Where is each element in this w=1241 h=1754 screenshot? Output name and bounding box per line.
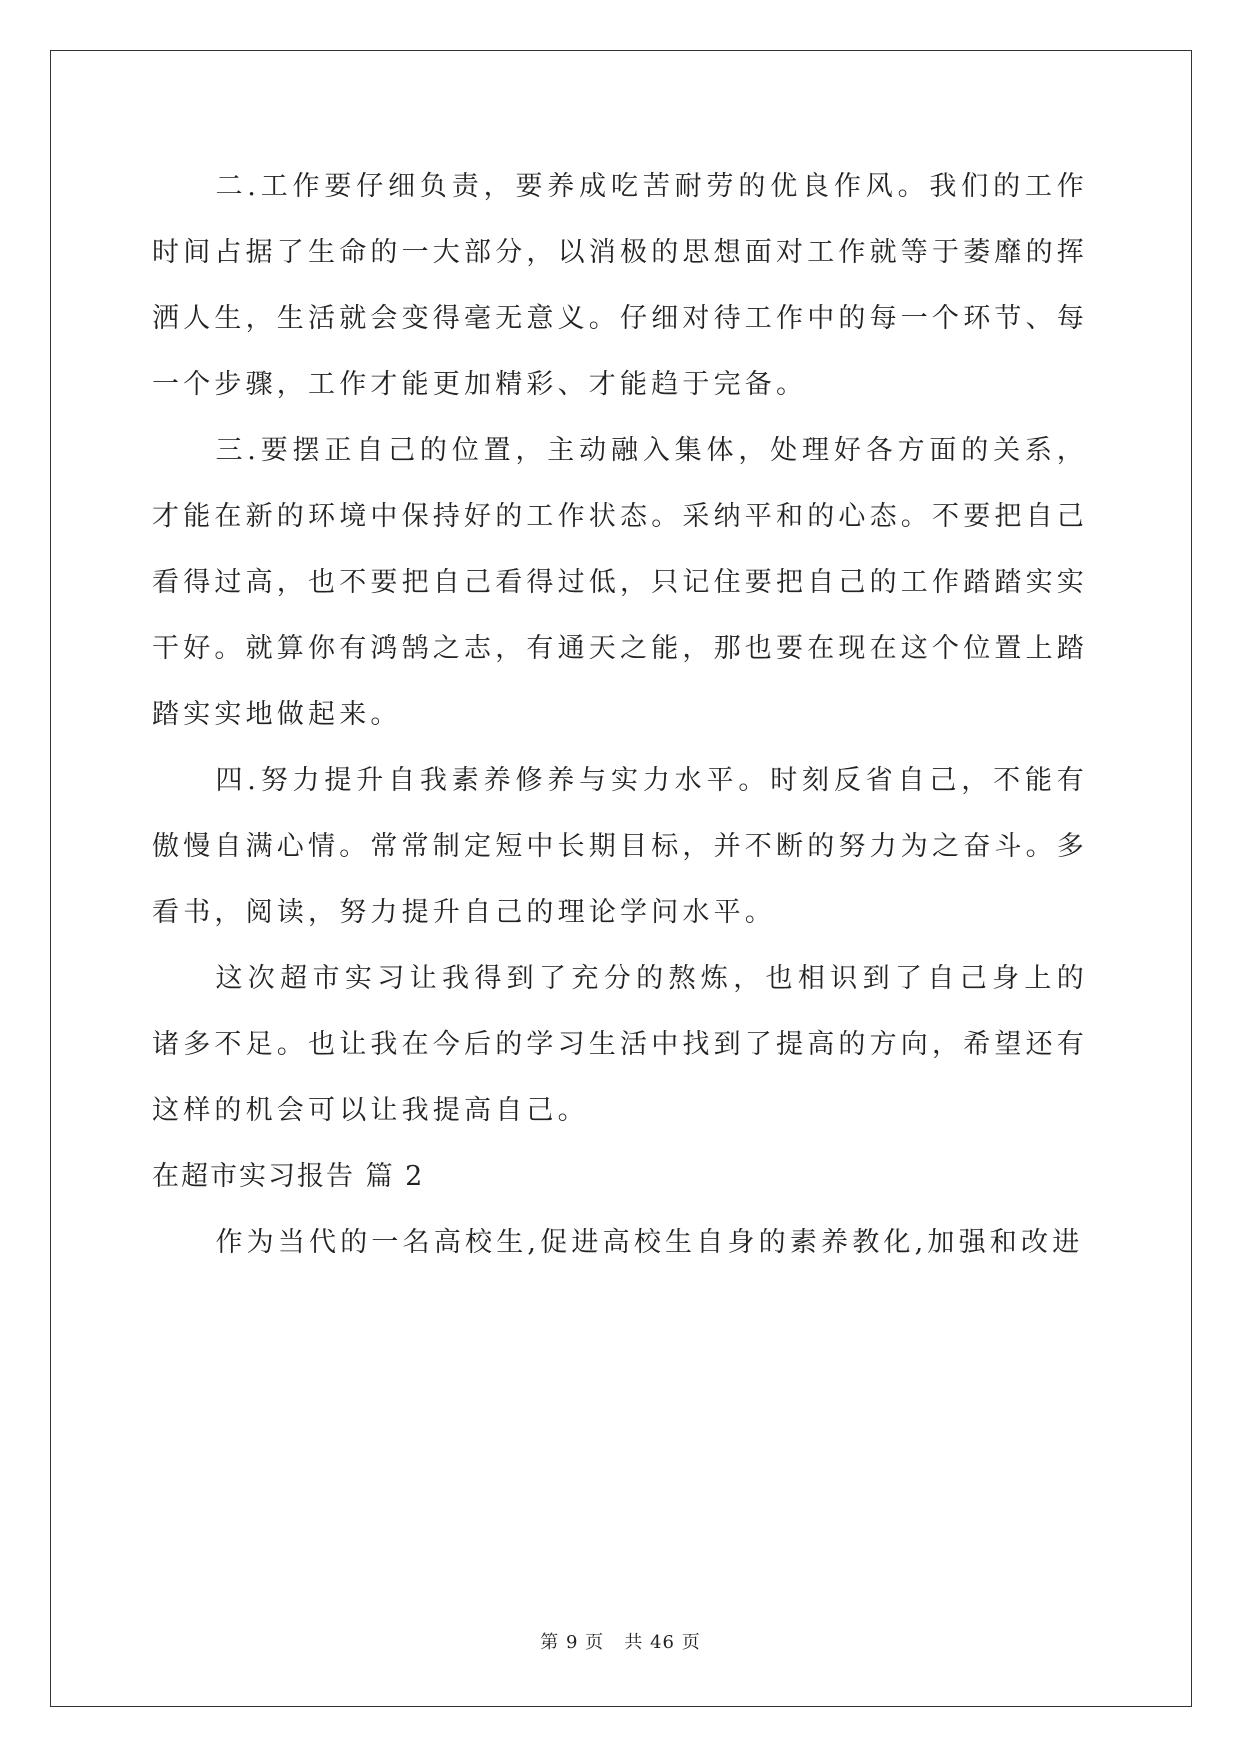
page-number: 第 9 页	[540, 1632, 605, 1653]
paragraph-section-2-intro: 作为当代的一名高校生,促进高校生自身的素养教化,加强和改进	[215, 1227, 1084, 1258]
section-heading: 在超市实习报告 篇 2	[152, 1161, 425, 1192]
paragraph-4: 四.努力提升自我素养修养与实力水平。时刻反省自己，不能有傲慢自满心情。常常制定短中长期目标，并不断的努力为之奋斗。多看书，阅读，努力提升自己的理论学问水平。	[152, 765, 1088, 928]
paragraph-3: 三.要摆正自己的位置，主动融入集体，处理好各方面的关系，才能在新的环境中保持好的工作状态。采纳平和的心态。不要把自己看得过高，也不要把自己看得过低，只记住要把自己的工作踏踏实实干好。就算你有鸿鹄之志，有通天之能，那也要在现在这个位置上踏踏实实地做起来。	[152, 435, 1088, 730]
page-total: 共 46 页	[624, 1632, 701, 1653]
document-body	[152, 154, 1088, 1276]
page-footer	[0, 1628, 1241, 1654]
paragraph-conclusion: 这次超市实习让我得到了充分的熬炼，也相识到了自己身上的诸多不足。也让我在今后的学习生活中找到了提高的方向，希望还有这样的机会可以让我提高自己。	[152, 963, 1088, 1126]
paragraph-2: 二.工作要仔细负责，要养成吃苦耐劳的优良作风。我们的工作时间占据了生命的一大部分，以消极的思想面对工作就等于萎靡的挥洒人生，生活就会变得毫无意义。仔细对待工作中的每一个环节、每一个步骤，工作才能更加精彩、才能趋于完备。	[152, 171, 1088, 400]
